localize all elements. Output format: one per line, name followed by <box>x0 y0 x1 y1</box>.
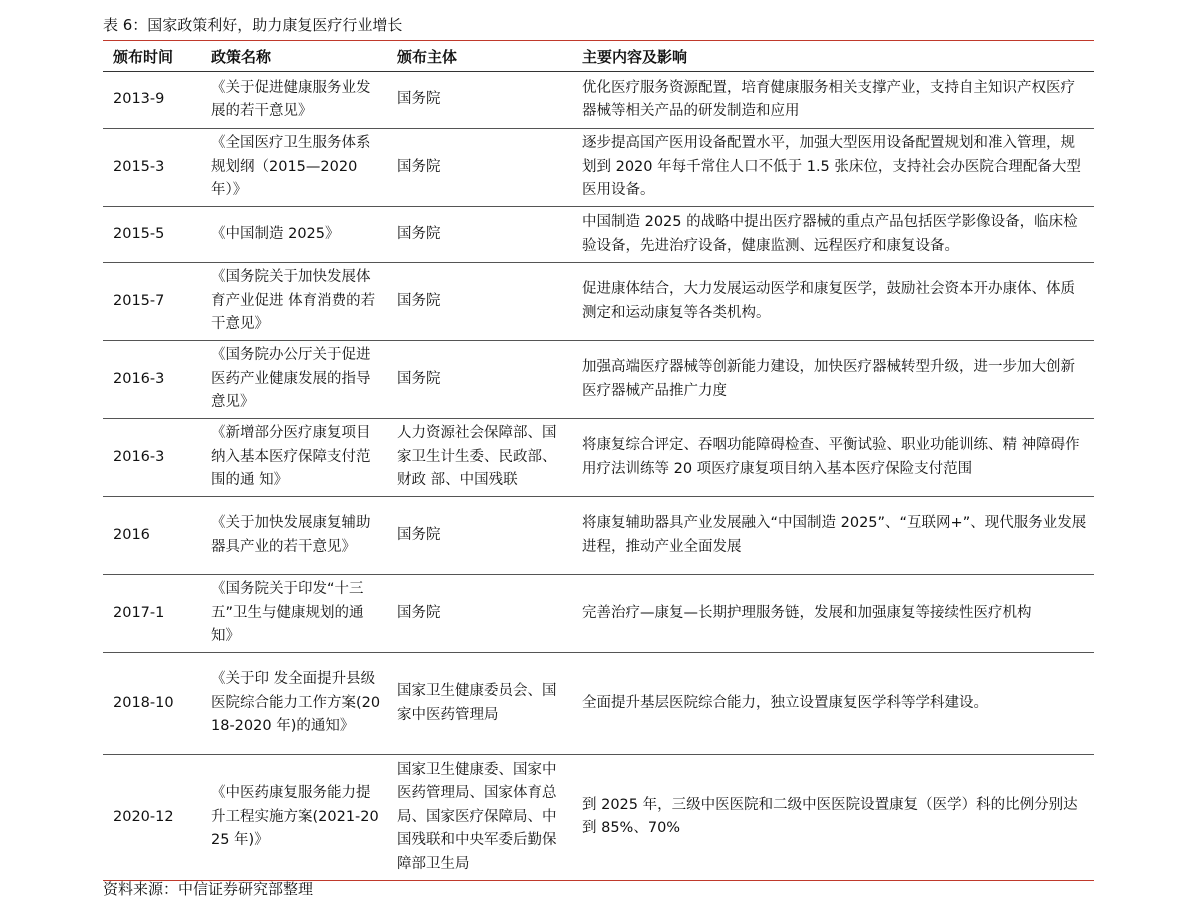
table-row <box>103 207 1094 263</box>
header-policy-name: 政策名称 <box>201 41 387 72</box>
cell-time: 2018-10 <box>103 653 201 755</box>
header-issuer: 颁布主体 <box>387 41 572 72</box>
table-header-row <box>103 41 1094 72</box>
table-row <box>103 497 1094 575</box>
cell-issuer: 国务院 <box>387 575 572 653</box>
cell-time: 2016-3 <box>103 341 201 419</box>
cell-time: 2015-3 <box>103 129 201 207</box>
cell-issuer: 国务院 <box>387 129 572 207</box>
cell-policy-name: 《国务院关于印发“十三五”卫生与健康规划的通知》 <box>201 575 387 653</box>
table-row <box>103 419 1094 497</box>
cell-time: 2015-7 <box>103 263 201 341</box>
table-row <box>103 755 1094 880</box>
table-row <box>103 72 1094 129</box>
cell-content: 将康复综合评定、吞咽功能障碍检查、平衡试验、职业功能训练、精 神障碍作用疗法训练等 20 项医疗康复项目纳入基本医疗保险支付范围 <box>572 419 1094 497</box>
cell-time: 2016 <box>103 497 201 575</box>
cell-content: 完善治疗—康复—长期护理服务链，发展和加强康复等接续性医疗机构 <box>572 575 1094 653</box>
cell-content: 促进康体结合，大力发展运动医学和康复医学，鼓励社会资本开办康体、体质测定和运动康复等各类机构。 <box>572 263 1094 341</box>
cell-content: 逐步提高国产医用设备配置水平，加强大型医用设备配置规划和准入管理，规划到 2020 年每千常住人口不低于 1.5 张床位，支持社会办医院合理配备大型医用设备。 <box>572 129 1094 207</box>
policy-table-wrapper <box>103 40 1094 881</box>
table-row <box>103 575 1094 653</box>
header-time: 颁布时间 <box>103 41 201 72</box>
cell-policy-name: 《中国制造 2025》 <box>201 207 387 263</box>
cell-issuer: 国家卫生健康委员会、国家中医药管理局 <box>387 653 572 755</box>
cell-issuer: 国务院 <box>387 263 572 341</box>
table-row <box>103 653 1094 755</box>
cell-issuer: 国务院 <box>387 341 572 419</box>
table-row <box>103 129 1094 207</box>
cell-content: 加强高端医疗器械等创新能力建设，加快医疗器械转型升级，进一步加大创新医疗器械产品推广力度 <box>572 341 1094 419</box>
cell-issuer: 国务院 <box>387 207 572 263</box>
cell-policy-name: 《国务院关于加快发展体育产业促进 体育消费的若干意见》 <box>201 263 387 341</box>
cell-time: 2020-12 <box>113 808 174 825</box>
cell-content: 优化医疗服务资源配置，培育健康服务相关支撑产业，支持自主知识产权医疗器械等相关产品的研发制造和应用 <box>572 72 1094 129</box>
table-row <box>103 341 1094 419</box>
cell-policy-name: 《新增部分医疗康复项目纳入基本医疗保障支付范围的通 知》 <box>201 419 387 497</box>
cell-issuer: 国家卫生健康委、国家中医药管理局、国家体育总局、国家医疗保障局、中国残联和中央军委后勤保障部卫生局 <box>397 761 557 872</box>
cell-time: 2016-3 <box>103 419 201 497</box>
source-note: 资料来源：中信证券研究部整理 <box>103 880 314 898</box>
cell-content: 中国制造 2025 的战略中提出医疗器械的重点产品包括医学影像设备，临床检验设备，先进治疗设备，健康监测、远程医疗和康复设备。 <box>572 207 1094 263</box>
cell-policy-name: 《国务院办公厅关于促进医药产业健康发展的指导意见》 <box>201 341 387 419</box>
policy-table <box>103 41 1094 880</box>
cell-policy-name: 《关于印 发全面提升县级医院综合能力工作方案(2018-2020 年)的通知》 <box>201 653 387 755</box>
cell-policy-name: 《关于加快发展康复辅助器具产业的若干意见》 <box>201 497 387 575</box>
cell-time: 2017-1 <box>103 575 201 653</box>
header-content: 主要内容及影响 <box>572 41 1094 72</box>
cell-issuer: 国务院 <box>387 72 572 129</box>
cell-issuer: 人力资源社会保障部、国家卫生计生委、民政部、财政 部、中国残联 <box>387 419 572 497</box>
cell-policy-name: 《关于促进健康服务业发展的若干意见》 <box>201 72 387 129</box>
cell-content: 全面提升基层医院综合能力，独立设置康复医学科等学科建设。 <box>572 653 1094 755</box>
cell-time: 2015-5 <box>103 207 201 263</box>
table-row <box>103 263 1094 341</box>
cell-policy-name: 《中医药康复服务能力提升工程实施方案(2021-2025 年)》 <box>211 785 379 848</box>
cell-content: 到 2025 年，三级中医医院和二级中医医院设置康复（医学）科的比例分别达到 85%、70% <box>582 796 1078 837</box>
cell-issuer: 国务院 <box>387 497 572 575</box>
table-caption: 表 6：国家政策利好，助力康复医疗行业增长 <box>103 16 403 34</box>
cell-content: 将康复辅助器具产业发展融入“中国制造 2025”、“互联网+”、现代服务业发展进程，推动产业全面发展 <box>572 497 1094 575</box>
cell-policy-name: 《全国医疗卫生服务体系规划纲（2015—2020 年）》 <box>201 129 387 207</box>
cell-time: 2013-9 <box>103 72 201 129</box>
